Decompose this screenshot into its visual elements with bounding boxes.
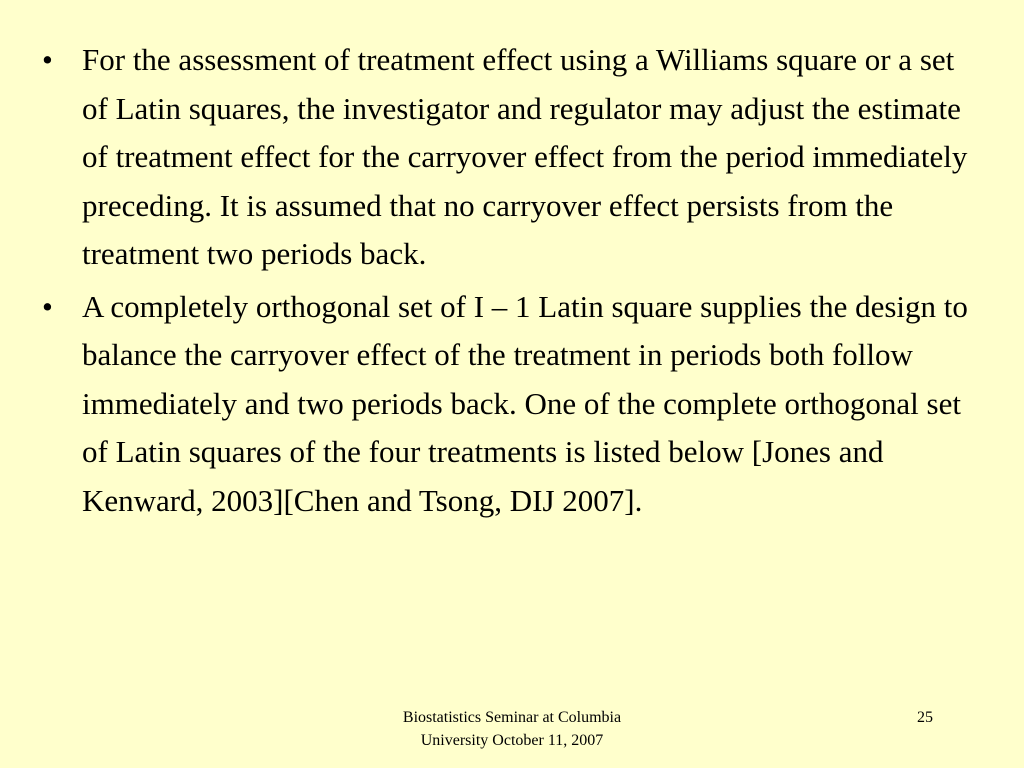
bullet-text: A completely orthogonal set of I – 1 Latin square supplies the design to balance the carryover effect of the treatment in periods both follow immediately and two periods back. One of the complete orthogonal set of Latin squares of the four treatments is listed below [Jones and Kenward, 2003][Chen and Tsong, DIJ 2007]. <box>82 288 968 518</box>
footer-line-1: Biostatistics Seminar at Columbia <box>402 709 622 726</box>
bullet-list <box>42 36 977 529</box>
bullet-text: For the assessment of treatment effect using a Williams square or a set of Latin squares, the investigator and regulator may adjust the estimate of treatment effect for the carryover effect from the period immediately preceding. It is assumed that no carryover effect persists from the treatment two periods back. <box>82 42 968 271</box>
footer-line-2: University October 11, 2007 <box>420 732 604 749</box>
slide-footer <box>330 706 694 752</box>
bullet-marker: • <box>42 42 53 77</box>
bullet-item <box>42 283 977 526</box>
page-number: 25 <box>917 709 933 726</box>
bullet-marker: • <box>42 288 53 324</box>
bullet-item <box>42 36 977 279</box>
